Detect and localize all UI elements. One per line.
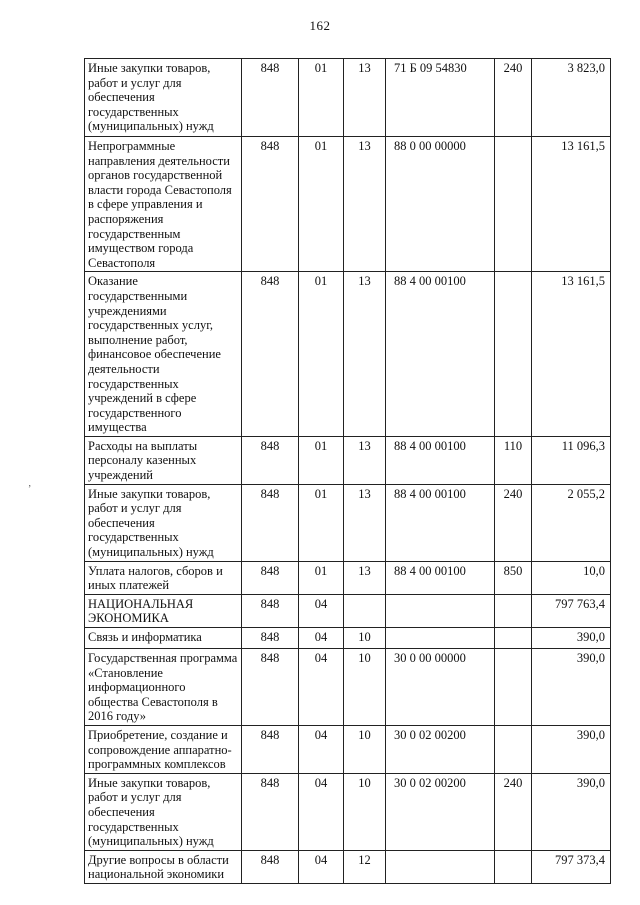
row-amount: 13 161,5	[532, 272, 611, 437]
row-target-code	[386, 628, 495, 649]
row-name: Непрограммные направления деятельности органов государственной власти города Севастополя в сфере управления и распоряжения государственным имуществом города Севастополя	[85, 137, 242, 272]
table-row	[85, 272, 611, 437]
table-row	[85, 436, 611, 484]
row-target-code: 88 0 00 00000	[386, 137, 495, 272]
row-section-code: 01	[299, 272, 344, 437]
row-amount: 10,0	[532, 561, 611, 594]
row-subsection-code: 13	[344, 436, 386, 484]
row-name: Расходы на выплаты персоналу казенных учреждений	[85, 436, 242, 484]
page-number: 162	[309, 18, 331, 33]
row-amount: 3 823,0	[532, 59, 611, 137]
row-name: Иные закупки товаров, работ и услуг для обеспечения государственных (муниципальных) нужд	[85, 59, 242, 137]
row-ministry-code: 848	[242, 773, 299, 850]
row-subsection-code: 13	[344, 272, 386, 437]
row-name: Оказание государственными учреждениями государственных услуг, выполнение работ, финансовое обеспечение деятельности государственных учреждений в сфере государственного имущества	[85, 272, 242, 437]
row-subsection-code: 13	[344, 137, 386, 272]
table-row	[85, 137, 611, 272]
row-expense-type	[495, 272, 532, 437]
row-ministry-code: 848	[242, 561, 299, 594]
row-section-code: 04	[299, 649, 344, 726]
row-ministry-code: 848	[242, 484, 299, 561]
table-row	[85, 484, 611, 561]
row-expense-type	[495, 594, 532, 627]
budget-table-body	[85, 59, 611, 884]
table-row	[85, 773, 611, 850]
row-section-code: 04	[299, 725, 344, 773]
row-section-code: 04	[299, 850, 344, 883]
row-name: Иные закупки товаров, работ и услуг для обеспечения государственных (муниципальных) нужд	[85, 484, 242, 561]
row-subsection-code: 12	[344, 850, 386, 883]
row-section-code: 04	[299, 628, 344, 649]
row-subsection-code: 10	[344, 725, 386, 773]
row-section-code: 04	[299, 594, 344, 627]
row-target-code	[386, 594, 495, 627]
row-name: Другие вопросы в области национальной экономики	[85, 850, 242, 883]
row-amount: 390,0	[532, 628, 611, 649]
row-name: Приобретение, создание и сопровождение аппаратно-программных комплексов	[85, 725, 242, 773]
row-amount: 797 763,4	[532, 594, 611, 627]
row-subsection-code: 13	[344, 484, 386, 561]
row-subsection-code	[344, 594, 386, 627]
row-amount: 2 055,2	[532, 484, 611, 561]
row-ministry-code: 848	[242, 850, 299, 883]
row-name: Уплата налогов, сборов и иных платежей	[85, 561, 242, 594]
row-subsection-code: 10	[344, 649, 386, 726]
row-expense-type	[495, 628, 532, 649]
row-ministry-code: 848	[242, 436, 299, 484]
row-target-code: 30 0 02 00200	[386, 725, 495, 773]
row-expense-type: 240	[495, 59, 532, 137]
row-expense-type: 240	[495, 484, 532, 561]
row-ministry-code: 848	[242, 59, 299, 137]
table-row	[85, 628, 611, 649]
row-subsection-code: 10	[344, 773, 386, 850]
row-ministry-code: 848	[242, 725, 299, 773]
row-ministry-code: 848	[242, 628, 299, 649]
table-row	[85, 561, 611, 594]
row-subsection-code: 13	[344, 59, 386, 137]
row-target-code: 88 4 00 00100	[386, 484, 495, 561]
row-target-code: 88 4 00 00100	[386, 561, 495, 594]
row-expense-type: 110	[495, 436, 532, 484]
row-expense-type	[495, 137, 532, 272]
row-expense-type: 240	[495, 773, 532, 850]
budget-table	[84, 58, 611, 884]
scan-speck: ‚	[28, 478, 32, 489]
row-section-code: 01	[299, 484, 344, 561]
table-row	[85, 850, 611, 883]
row-amount: 390,0	[532, 649, 611, 726]
row-amount: 390,0	[532, 725, 611, 773]
row-section-code: 01	[299, 561, 344, 594]
row-ministry-code: 848	[242, 272, 299, 437]
row-section-code: 01	[299, 137, 344, 272]
table-row	[85, 594, 611, 627]
row-ministry-code: 848	[242, 137, 299, 272]
row-amount: 13 161,5	[532, 137, 611, 272]
row-expense-type	[495, 850, 532, 883]
row-expense-type	[495, 649, 532, 726]
table-row	[85, 649, 611, 726]
row-name: Иные закупки товаров, работ и услуг для обеспечения государственных (муниципальных) нужд	[85, 773, 242, 850]
row-target-code: 88 4 00 00100	[386, 272, 495, 437]
row-name: Связь и информатика	[85, 628, 242, 649]
row-section-code: 01	[299, 59, 344, 137]
row-section-code: 01	[299, 436, 344, 484]
table-row	[85, 59, 611, 137]
row-name: Государственная программа «Становление информационного общества Севастополя в 2016 году»	[85, 649, 242, 726]
row-ministry-code: 848	[242, 594, 299, 627]
row-section-code: 04	[299, 773, 344, 850]
row-target-code: 30 0 00 00000	[386, 649, 495, 726]
row-expense-type: 850	[495, 561, 532, 594]
table-row	[85, 725, 611, 773]
row-ministry-code: 848	[242, 649, 299, 726]
row-name: НАЦИОНАЛЬНАЯ ЭКОНОМИКА	[85, 594, 242, 627]
row-target-code	[386, 850, 495, 883]
row-target-code: 88 4 00 00100	[386, 436, 495, 484]
row-expense-type	[495, 725, 532, 773]
row-subsection-code: 13	[344, 561, 386, 594]
row-amount: 797 373,4	[532, 850, 611, 883]
row-amount: 390,0	[532, 773, 611, 850]
row-amount: 11 096,3	[532, 436, 611, 484]
row-target-code: 30 0 02 00200	[386, 773, 495, 850]
row-subsection-code: 10	[344, 628, 386, 649]
row-target-code: 71 Б 09 54830	[386, 59, 495, 137]
